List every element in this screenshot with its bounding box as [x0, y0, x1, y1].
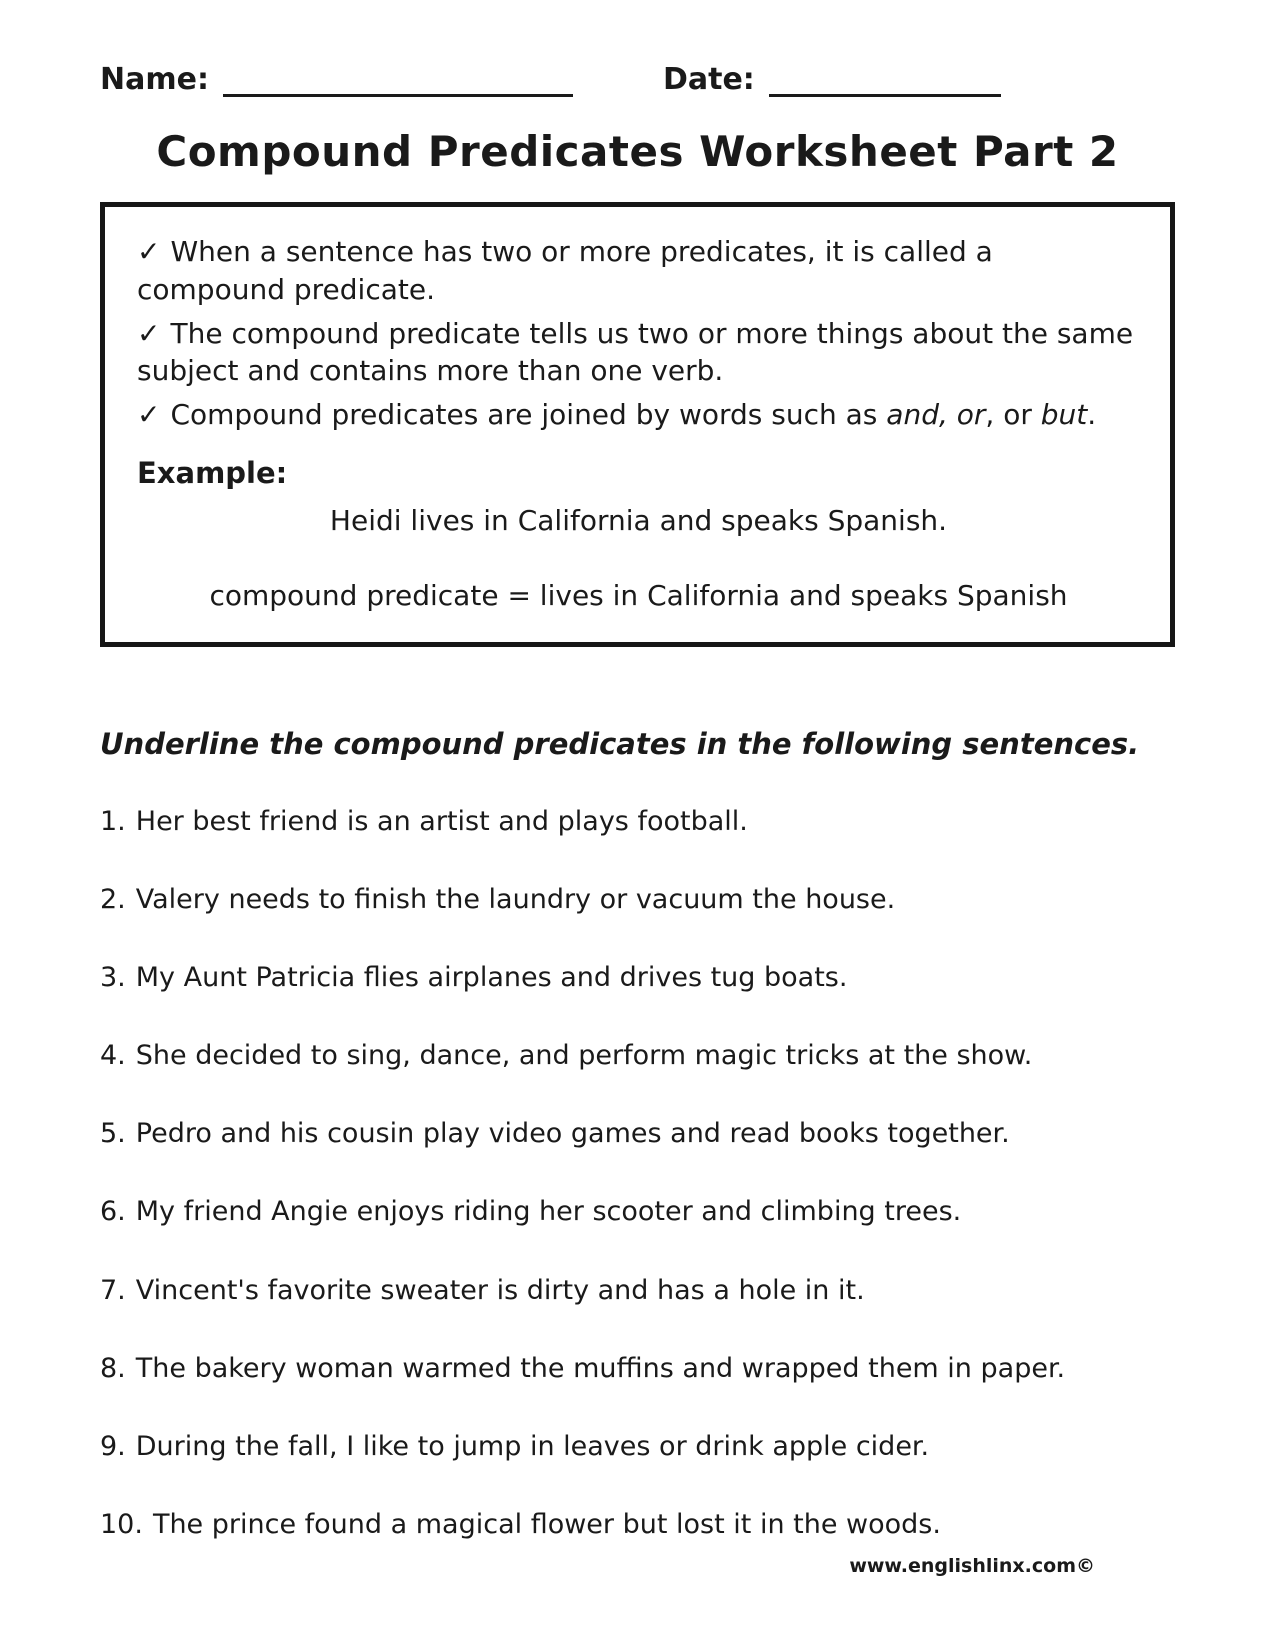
sentence-text: During the fall, I like to jump in leaves or drink apple cider.	[135, 1430, 930, 1462]
sentence-number: 3.	[100, 962, 126, 994]
sentence-text: My friend Angie enjoys riding her scooter and climbing trees.	[135, 1196, 962, 1228]
name-blank-line	[223, 69, 573, 98]
bullet-text-italic: and, or	[886, 398, 986, 432]
sentence-number: 4.	[100, 1040, 126, 1072]
sentence-text: Pedro and his cousin play video games and read books together.	[135, 1118, 1010, 1150]
example-sentence: Heidi lives in California and speaks Spanish.	[329, 503, 948, 537]
name-label: Name:	[100, 62, 209, 97]
checkmark-icon: ✓	[137, 398, 161, 432]
sentence-number: 9.	[100, 1430, 126, 1462]
sentence-item-5	[100, 1116, 1175, 1151]
sentence-item-7	[100, 1273, 1175, 1308]
sentence-number: 8.	[100, 1352, 126, 1384]
sentence-item-1	[100, 804, 1175, 839]
date-label: Date:	[662, 62, 755, 97]
sentence-text: Vincent's favorite sweater is dirty and has a hole in it.	[135, 1274, 865, 1306]
sentence-number: 6.	[100, 1196, 126, 1228]
bullet-text-1: When a sentence has two or more predicates, it is called a compound predicate.	[137, 235, 993, 306]
sentence-list	[100, 804, 1175, 1542]
sentence-text: The bakery woman warmed the muffins and wrapped them in paper.	[135, 1352, 1066, 1384]
sentence-number: 2.	[100, 884, 126, 916]
sentence-item-4	[100, 1038, 1175, 1073]
bullet-item-2	[137, 315, 1140, 391]
sentence-item-2	[100, 882, 1175, 917]
sentence-number: 1.	[100, 805, 126, 837]
sentence-text: She decided to sing, dance, and perform magic tricks at the show.	[135, 1040, 1033, 1072]
sentence-text: Valery needs to finish the laundry or vacuum the house.	[135, 884, 896, 916]
bullet-text-segment: Compound predicates are joined by words such as	[170, 398, 887, 432]
bullet-item-3	[137, 396, 1140, 434]
date-blank-line	[769, 69, 1001, 98]
page-title: Compound Predicates Worksheet Part 2	[156, 127, 1119, 176]
bullet-text-segment: , or	[985, 398, 1041, 432]
bullet-text-italic: but	[1040, 398, 1088, 432]
sentence-text: My Aunt Patricia flies airplanes and drives tug boats.	[135, 962, 848, 994]
footer-url: www.englishlinx.com©	[849, 1555, 1095, 1577]
checkmark-icon: ✓	[137, 235, 161, 268]
bullet-text-2: The compound predicate tells us two or more things about the same subject and contains more than one verb.	[137, 316, 1134, 388]
sentence-item-6	[100, 1194, 1175, 1229]
instruction-text: Underline the compound predicates in the following sentences.	[100, 726, 1140, 761]
definition-box	[100, 202, 1175, 647]
example-label: Example:	[137, 455, 288, 490]
sentence-number: 10.	[100, 1508, 143, 1540]
sentence-number: 7.	[100, 1274, 126, 1306]
bullet-text-3	[170, 398, 1096, 431]
sentence-number: 5.	[100, 1118, 126, 1150]
date-field	[663, 62, 1001, 97]
bullet-item-1	[137, 233, 1140, 309]
checkmark-icon: ✓	[137, 316, 161, 350]
sentence-text: The prince found a magical flower but lost it in the woods.	[152, 1508, 941, 1540]
name-field	[100, 62, 573, 97]
sentence-item-8	[100, 1351, 1175, 1386]
name-date-row	[100, 62, 1175, 97]
sentence-text: Her best friend is an artist and plays football.	[135, 805, 748, 837]
example-answer: compound predicate = lives in California and speaks Spanish	[209, 578, 1068, 612]
sentence-item-10	[100, 1507, 1175, 1542]
sentence-item-3	[100, 960, 1175, 995]
bullet-text-segment: .	[1087, 398, 1097, 432]
sentence-item-9	[100, 1429, 1175, 1464]
